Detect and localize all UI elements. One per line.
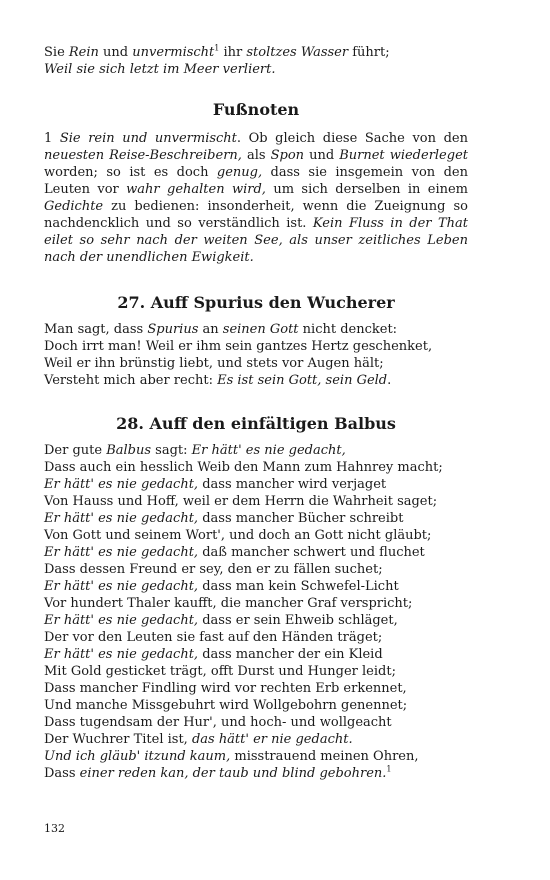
poem-28-heading: 28. Auff den einfältigen Balbus [116,414,396,433]
text-segment: worden; so ist es doch [44,165,217,180]
text-segment: Der Wuchrer Titel ist, [44,732,192,747]
italic-text: neuesten Reise-Beschreibern, [44,148,242,163]
text-segment: nicht dencket: [298,322,398,337]
text-segment: an [198,322,223,337]
verse-line [44,44,468,61]
italic-text: Balbus [106,443,152,458]
verse-line [44,355,468,372]
text-segment: Versteht mich aber recht: [44,373,218,388]
italic-text: Burnet wiederleget [339,148,468,163]
verse-line [44,544,468,561]
text-segment: Dass auch ein hesslich Weib den Mann zum Hahnrey macht; [44,460,443,475]
footnotes-heading: Fußnoten [212,100,300,119]
italic-text: Er hätt' es nie gedacht, [44,477,199,492]
text-segment: daß mancher schwert und fluchet [198,545,425,560]
italic-text: Er hätt' es nie gedacht, [44,647,199,662]
italic-text: das hätt' er nie gedacht. [191,732,353,747]
text-segment: dass sie insgemein von den Leuten vor [44,165,468,197]
footnote-text [44,130,468,266]
verse-line [44,680,468,697]
italic-text: einer reden kan, der taub und blind gebohren. [79,766,387,781]
text-segment: sagt: [151,443,192,458]
text-segment: Der gute [44,443,107,458]
verse-line [44,612,468,629]
text-segment: Der vor den Leuten sie fast auf den Händen träget; [44,630,383,645]
text-segment: dass er sein Ehweib schläget, [198,613,398,628]
text-segment: Mit Gold gesticket trägt, offt Durst und Hunger leidt; [44,664,396,679]
text-segment: ihr [219,45,247,60]
page-number: 132 [44,822,65,835]
text-segment: Dass tugendsam der Hur', und hoch- und wollgeacht [44,715,392,730]
italic-text: wahr gehalten wird, [126,182,266,197]
verse-line [44,459,468,476]
verse-line [44,578,468,595]
text-segment: Vor hundert Thaler kaufft, die mancher Graf verspricht; [44,596,413,611]
italic-text: Kein Fluss in der That eilet so sehr nach der weiten See, als unser zeitliches Leben nach der unendlichen Ewigkeit. [44,216,468,265]
verse-line [44,765,468,782]
italic-text: Gedichte [44,199,104,214]
italic-text: genug, [216,165,263,180]
poem-28-body [44,442,468,782]
text-segment: Dass dessen Freund er sey, den er zu fällen suchet; [44,562,383,577]
text-segment: Weil er ihn brünstig liebt, und stets vor Augen hält; [44,356,384,371]
italic-text: Er hätt' es nie gedacht, [44,613,199,628]
italic-text: Er hätt' es nie gedacht, [44,545,199,560]
italic-text: unvermischt [132,45,215,60]
italic-text: Und ich gläub' itzund kaum, [44,749,231,764]
text-segment: Dass [44,766,80,781]
verse-line [44,493,468,510]
verse-line [44,527,468,544]
verse-line [44,561,468,578]
verse-line [44,629,468,646]
italic-text: seinen Gott [222,322,299,337]
poem-27-body [44,321,468,389]
text-segment: misstrauend meinen Ohren, [230,749,419,764]
italic-text: Spurius [147,322,199,337]
text-segment: Dass mancher Findling wird vor rechten Erb erkennet, [44,681,407,696]
text-segment: dass mancher Bücher schreibt [198,511,404,526]
verse-line [44,442,468,459]
italic-text: Er hätt' es nie gedacht, [191,443,346,458]
verse-line [44,372,468,389]
text-segment: Von Hauss und Hoff, weil er dem Herrn die Wahrheit saget; [44,494,438,509]
text-segment: . Ob gleich diese Sache von den [236,131,468,146]
text-segment: Man sagt, dass [44,322,148,337]
verse-line [44,697,468,714]
verse-line [44,510,468,527]
verse-line [44,663,468,680]
text-segment: als [241,148,271,163]
text-segment: zu bedienen: insonderheit, wenn die Zueignung so nachdencklich und so verständlich ist. [44,199,468,231]
text-segment: . [387,373,392,388]
text-segment: und [98,45,133,60]
italic-text: Spon [270,148,305,163]
italic-text: Sie rein und unvermischt [59,131,237,146]
text-segment: dass mancher der ein Kleid [198,647,383,662]
verse-line [44,646,468,663]
verse-line [44,595,468,612]
text-segment: Und manche Missgebuhrt wird Wollgebohrn genennet; [44,698,408,713]
text-segment: 1 [44,131,60,146]
text-segment: um sich derselben in einem [265,182,468,197]
verse-line [44,731,468,748]
text-segment: Doch irrt man! Weil er ihm sein gantzes Hertz geschenket, [44,339,433,354]
text-segment: und [304,148,340,163]
verse-line [44,321,468,338]
poem-fragment [44,44,468,78]
verse-line [44,714,468,731]
italic-text: Weil sie sich letzt im Meer verliert. [44,62,276,77]
italic-text: Es ist sein Gott, sein Geld [217,373,388,388]
poem-27-heading: 27. Auff Spurius den Wucherer [117,293,395,312]
verse-line [44,338,468,355]
italic-text: stoltzes Wasser [246,45,349,60]
italic-text: Rein [68,45,99,60]
verse-line [44,61,468,78]
italic-text: Er hätt' es nie gedacht, [44,579,199,594]
verse-line [44,748,468,765]
footnote-marker: 1 [214,43,220,53]
footnote-marker: 1 [386,764,392,774]
text-segment: Sie [44,45,69,60]
text-segment: Von Gott und seinem Wort', und doch an Gott nicht gläubt; [44,528,432,543]
text-segment: dass mancher wird verjaget [198,477,387,492]
page-content [44,44,468,782]
text-segment: führt; [348,45,390,60]
italic-text: Er hätt' es nie gedacht, [44,511,199,526]
text-segment: dass man kein Schwefel-Licht [198,579,399,594]
verse-line [44,476,468,493]
